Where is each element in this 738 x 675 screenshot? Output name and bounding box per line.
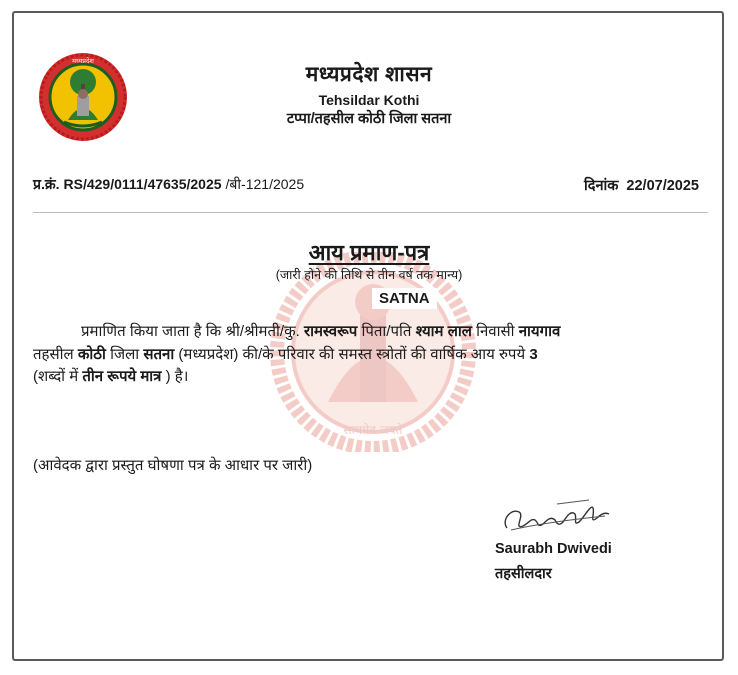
government-title: मध्यप्रदेश शासन xyxy=(305,63,433,86)
district-line: टप्पा/तहसील कोठी जिला सतना xyxy=(286,111,452,127)
applicant-name: रामस्वरूप xyxy=(303,323,358,340)
reference-number xyxy=(33,175,304,194)
body-line-3 xyxy=(33,366,713,389)
certificate-title-text: आय प्रमाण-पत्र xyxy=(308,240,430,265)
body-text: प्रमाणित किया जाता है कि श्री/श्रीमती/कु. xyxy=(81,323,304,340)
body-line-1 xyxy=(33,321,713,344)
header-divider xyxy=(33,212,708,213)
body-text: पिता/पति xyxy=(357,323,416,340)
certificate-title xyxy=(0,237,738,267)
issue-date xyxy=(584,175,699,195)
body-text: (मध्यप्रदेश) की/के परिवार की समस्त स्त्रोतों की वार्षिक आय रुपये xyxy=(174,345,530,363)
signatory-designation: तहसीलदार xyxy=(495,566,552,582)
income-amount: 3 xyxy=(529,345,538,363)
body-text: निवासी xyxy=(471,323,519,340)
reference-code: RS/429/0111/47635/2025 xyxy=(63,176,222,192)
reference-suffix: /बी-121/2025 xyxy=(225,176,305,192)
body-text: ) है। xyxy=(161,368,189,385)
date-value: 22/07/2025 xyxy=(626,178,699,194)
father-name: श्याम लाल xyxy=(415,323,472,340)
emblem-top-text: मध्यप्रदेश xyxy=(72,57,94,65)
body-text: तहसील xyxy=(33,345,78,363)
body-text: (शब्दों में xyxy=(33,368,83,385)
handwritten-signature xyxy=(497,490,612,538)
certificate-body xyxy=(33,321,713,389)
signatory-name: Saurabh Dwivedi xyxy=(495,541,612,557)
declaration-note: (आवेदक द्वारा प्रस्तुत घोषणा पत्र के आधार पर जारी) xyxy=(33,457,313,474)
reference-prefix: प्र.क्रं. xyxy=(33,176,60,192)
date-label: दिनांक xyxy=(584,178,619,194)
income-amount-words: तीन रूपये मात्र xyxy=(82,368,162,385)
stamp-label: SATNA xyxy=(372,288,437,309)
tehsil-name: कोठी xyxy=(77,345,106,363)
district-name: सतना xyxy=(143,345,175,363)
watermark-motto: सत्यमेव जयते xyxy=(343,423,403,437)
body-text: जिला xyxy=(105,345,144,363)
village-name: नायगाव xyxy=(518,323,561,340)
body-line-2 xyxy=(33,344,713,367)
office-name: Tehsildar Kothi xyxy=(318,92,420,108)
certificate-validity: (जारी होने की तिथि से तीन वर्ष तक मान्य) xyxy=(275,268,463,282)
